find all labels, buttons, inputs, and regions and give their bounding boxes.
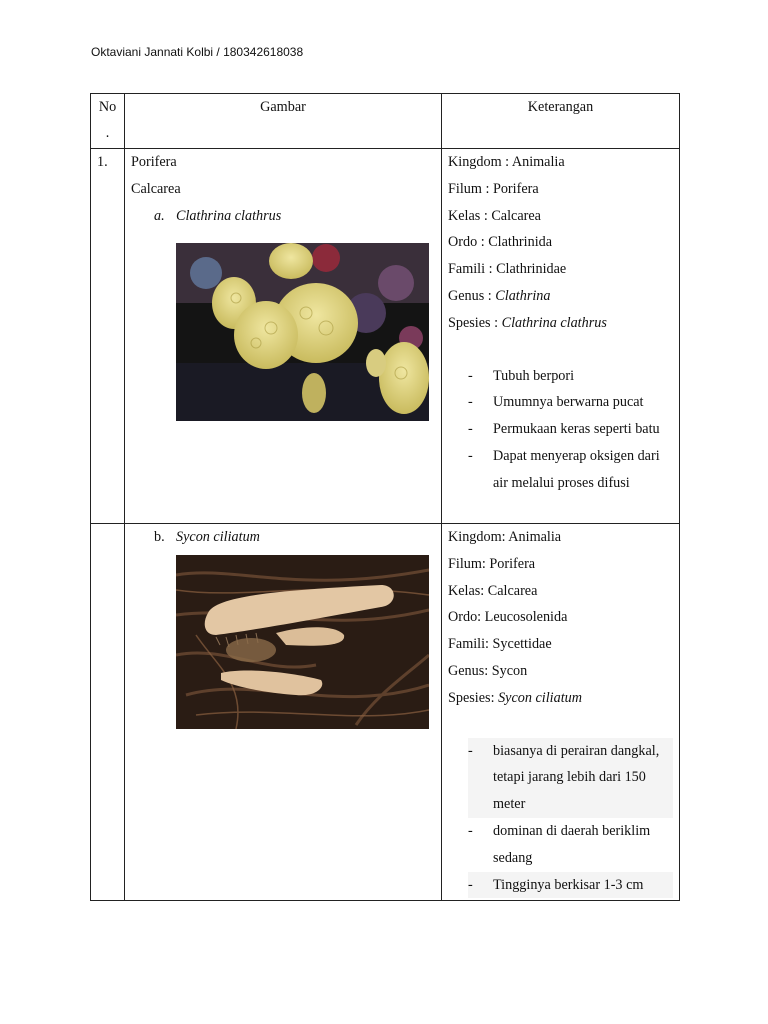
- genus-text: Genus: Sycon: [448, 662, 528, 679]
- spesies-value: Sycon ciliatum: [498, 689, 582, 706]
- clathrina-photo: [176, 243, 429, 421]
- species-name: Sycon ciliatum: [176, 529, 260, 545]
- sycon-photo: [176, 555, 429, 729]
- author-header: Oktaviani Jannati Kolbi / 180342618038: [91, 45, 304, 59]
- characteristics-list: [448, 363, 673, 497]
- spesies-label: Spesies :: [448, 314, 502, 331]
- list-item: - dominan di daerah beriklim sedang: [468, 822, 651, 866]
- kelas-text: Kelas : Calcarea: [448, 207, 541, 224]
- kingdom-text: Kingdom: Animalia: [448, 529, 562, 545]
- table-row: [91, 524, 680, 901]
- ordo-text: Ordo : Clathrinida: [448, 234, 553, 251]
- filum-text: Filum: Porifera: [448, 555, 536, 572]
- spesies-text: [448, 685, 673, 712]
- header-no-dot: .: [105, 125, 110, 141]
- class-label: Calcarea: [131, 180, 181, 197]
- spesies-label: Spesies:: [448, 689, 499, 706]
- gambar-cell: [125, 524, 442, 901]
- list-item: - Tubuh berpori: [468, 367, 575, 384]
- header-no-label: No: [98, 99, 117, 115]
- kingdom-text: Kingdom : Animalia: [448, 154, 565, 170]
- header-no: [91, 94, 125, 149]
- list-item: - Umumnya berwarna pucat: [468, 394, 644, 411]
- row-number: 1.: [91, 149, 125, 524]
- species-table: [90, 93, 680, 901]
- genus-text: [448, 283, 673, 310]
- spesies-value: Clathrina clathrus: [501, 314, 607, 331]
- species-name: Clathrina clathrus: [176, 207, 282, 224]
- table-row: [91, 149, 680, 524]
- kelas-text: Kelas: Calcarea: [448, 582, 538, 599]
- filum-text: Filum : Porifera: [448, 180, 539, 197]
- species-letter: a.: [154, 207, 165, 224]
- list-item: - Permukaan keras seperti batu: [468, 421, 660, 438]
- species-letter: b.: [154, 529, 165, 545]
- list-item: - Dapat menyerap oksigen dari air melalui proses difusi: [468, 447, 660, 491]
- list-item: - Tingginya berkisar 1-3 cm: [468, 872, 673, 899]
- keterangan-cell: [442, 524, 680, 901]
- keterangan-cell: [442, 149, 680, 524]
- header-gambar: Gambar: [125, 94, 442, 149]
- phylum-label: Porifera: [131, 154, 177, 170]
- genus-value: Clathrina: [495, 287, 551, 304]
- ordo-text: Ordo: Leucosolenida: [448, 609, 568, 626]
- gambar-cell: [125, 149, 442, 524]
- table-header-row: [91, 94, 680, 149]
- species-heading: [131, 524, 435, 551]
- row-number-empty: [91, 524, 125, 901]
- species-heading: [131, 203, 435, 230]
- genus-label: Genus :: [448, 287, 496, 304]
- famili-text: Famili: Sycettidae: [448, 636, 552, 653]
- characteristics-list: [448, 738, 673, 899]
- header-keterangan: Keterangan: [442, 94, 680, 149]
- famili-text: Famili : Clathrinidae: [448, 261, 567, 278]
- spesies-text: [448, 310, 673, 337]
- list-item: - biasanya di perairan dangkal, tetapi jarang lebih dari 150 meter: [468, 738, 673, 818]
